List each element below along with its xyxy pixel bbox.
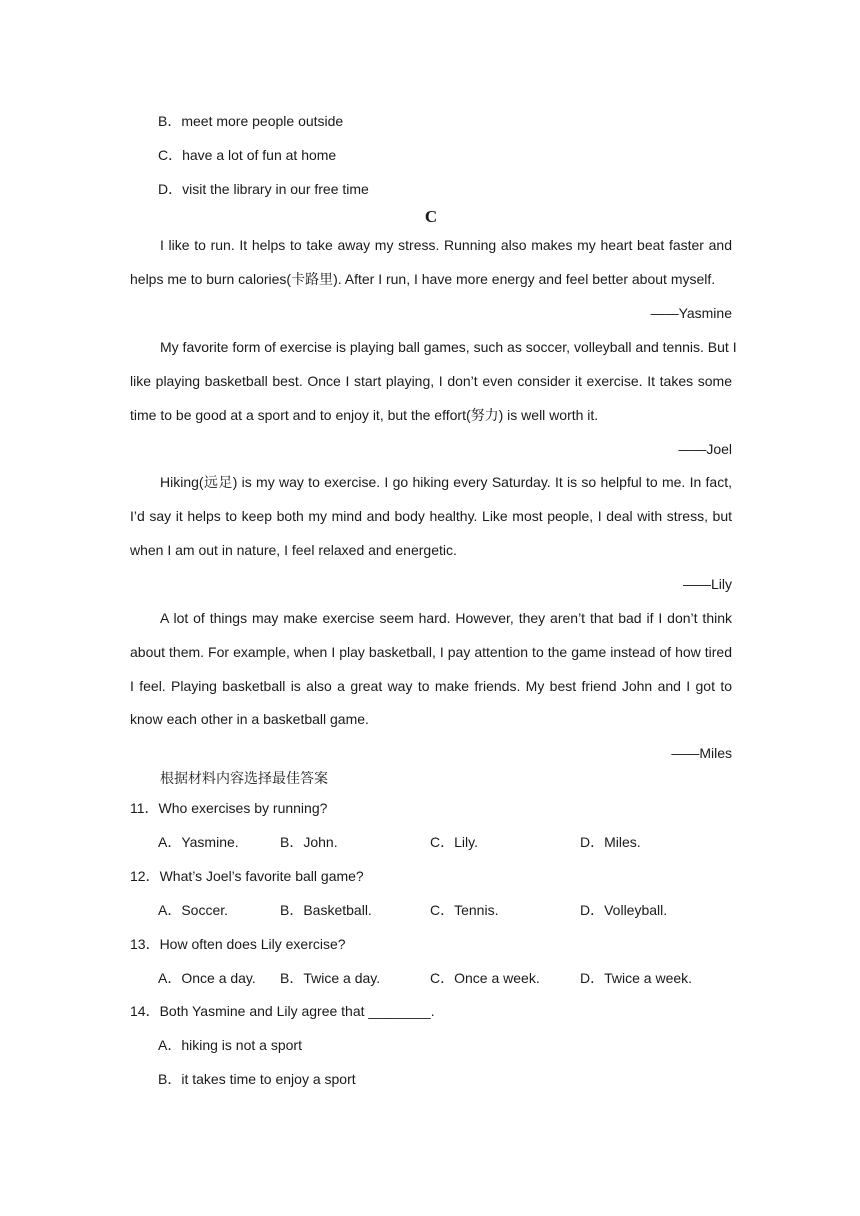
option-c-prev: C．have a lot of fun at home xyxy=(158,147,337,163)
passage-line: Hiking(远足) is my way to exercise. I go hiking every Saturday. It is so helpful to me. In fact, xyxy=(160,474,732,490)
answer-option: C．Tennis. xyxy=(430,902,499,918)
answer-option: D．Miles. xyxy=(580,834,641,850)
answer-option: D．Volleyball. xyxy=(580,902,668,918)
passage-line: like playing basketball best. Once I start playing, I don’t even consider it exercise. It takes some xyxy=(130,373,732,389)
passage-line: about them. For example, when I play basketball, I pay attention to the game instead of how tired xyxy=(130,644,732,660)
answer-option: B．Twice a day. xyxy=(280,970,381,986)
answer-option: A．Yasmine. xyxy=(158,834,239,850)
passage-line: when I am out in nature, I feel relaxed and energetic. xyxy=(130,542,457,558)
passage-line: A lot of things may make exercise seem hard. However, they aren’t that bad if I don’t think xyxy=(160,610,732,626)
passage-line: helps me to burn calories(卡路里). After I run, I have more energy and feel better about myself. xyxy=(130,271,716,287)
answer-option: B．John. xyxy=(280,834,338,850)
option-d-prev: D．visit the library in our free time xyxy=(158,181,369,197)
passage-line: My favorite form of exercise is playing ball games, such as soccer, volleyball and tennis. But I xyxy=(160,339,737,355)
answer-option: D．Twice a week. xyxy=(580,970,693,986)
question-stem: 12．What’s Joel’s favorite ball game? xyxy=(130,868,364,884)
option-b-prev: B．meet more people outside xyxy=(158,113,344,129)
answer-option: A．hiking is not a sport xyxy=(158,1037,302,1053)
passage-author: ——Yasmine xyxy=(650,305,732,321)
instruction: 根据材料内容选择最佳答案 xyxy=(160,772,328,787)
passage-line: I’d say it helps to keep both my mind and body healthy. Like most people, I deal with stress, but xyxy=(130,508,732,524)
answer-options xyxy=(158,900,718,920)
answer-option: B．Basketball. xyxy=(280,902,372,918)
answer-option: C．Lily. xyxy=(430,834,478,850)
question-stem: 14．Both Yasmine and Lily agree that ________. xyxy=(130,1003,435,1019)
question-stem: 11．Who exercises by running? xyxy=(130,800,328,816)
passage-line: know each other in a basketball game. xyxy=(130,711,369,727)
passage-line: I feel. Playing basketball is also a great way to make friends. My best friend John and I got to xyxy=(130,678,732,694)
answer-option: A．Soccer. xyxy=(158,902,229,918)
passage-author: ——Lily xyxy=(682,576,732,592)
answer-option: C．Once a week. xyxy=(430,970,540,986)
passage-author: ——Joel xyxy=(678,441,732,457)
passage-line: I like to run. It helps to take away my stress. Running also makes my heart beat faster and xyxy=(160,237,732,253)
question-stem: 13．How often does Lily exercise? xyxy=(130,936,346,952)
answer-option: B．it takes time to enjoy a sport xyxy=(158,1071,356,1087)
passage-author: ——Miles xyxy=(671,745,732,761)
answer-options xyxy=(158,968,718,988)
section-title: C xyxy=(424,207,438,226)
answer-options xyxy=(158,832,718,852)
answer-option: A．Once a day. xyxy=(158,970,256,986)
passage-line: time to be good at a sport and to enjoy it, but the effort(努力) is well worth it. xyxy=(130,407,599,423)
